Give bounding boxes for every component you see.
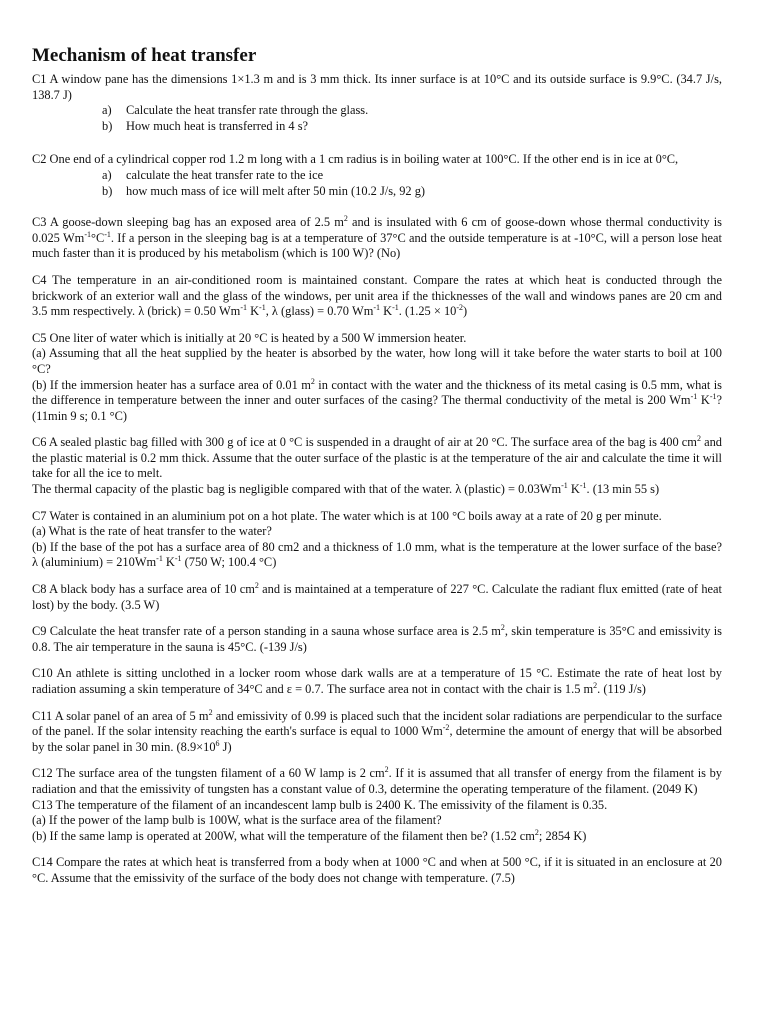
question-c1 xyxy=(32,72,722,134)
sub-question-b xyxy=(32,119,722,135)
sub-question-b xyxy=(32,184,722,200)
question-c9 xyxy=(32,624,722,655)
question-c14 xyxy=(32,855,722,886)
sub-text: calculate the heat transfer rate to the ice xyxy=(126,167,324,182)
sub-label: a) xyxy=(102,167,112,182)
question-c8 xyxy=(32,582,722,613)
question-text: C12 The surface area of the tungsten filament of a 60 W lamp is 2 $cm^2$. If it is assumed that all transfer of energy from the filament is by radiation and that the emissivity of tungsten has a constant value of 0.3, determine the operating temperature of the filament. (2049 K) xyxy=(32,765,722,796)
question-text: C8 A black body has a surface area of 10 $cm^2$ and is maintained at a temperature of 227 °C. Calculate the radiant flux emitted (rate of heat lost) by the body. (3.5 W) xyxy=(32,581,722,612)
question-line: (a) What is the rate of heat transfer to the water? xyxy=(32,524,272,539)
question-text: C6 A sealed plastic bag filled with 300 g of ice at 0 °C is suspended in a draught of air at 20 °C. The surface area of the bag is 400 $cm^2$ and the plastic material is 0.2 mm thick. Assume that the outer surface of the plastic is at the temperature of the air and calculate the time it will take for all the ice to melt. xyxy=(32,434,722,481)
question-line: C7 Water is contained in an aluminium pot on a hot plate. The water which is at 100 °C boils away at a rate of 20 g per minute. xyxy=(32,508,662,523)
question-text: C3 A goose-down sleeping bag has an exposed area of 2.5 $m^2$ and is insulated with 6 cm of goose-down whose thermal conductivity is 0.025 $Wm^{-1}^\circ C^{-1}$. If a person in the sleeping bag is at a temperature of 37°C and the outside temperature is at -10°C, will a person lose heat much faster than it is produced by his metabolism (which is 100 W)? (No) xyxy=(32,214,722,261)
question-c10 xyxy=(32,666,722,697)
question-line: (b) If the same lamp is operated at 200W, what will the temperature of the filament then be? (1.52 $cm^2$; 2854 K) xyxy=(32,827,587,843)
sub-label: b) xyxy=(102,118,113,133)
question-text: C10 An athlete is sitting unclothed in a locker room whose dark walls are at a temperature of 15 °C. Estimate the rate of heat lost by radiation assuming a skin temperature of 34°C and ε = 0.7. The surface area not in contact with the chair is 1.5 $m^2$. (119 J/s) xyxy=(32,666,722,696)
sub-question-a xyxy=(32,168,722,184)
page-title: Mechanism of heat transfer xyxy=(32,45,257,66)
sub-text: How much heat is transferred in 4 s? xyxy=(126,118,309,133)
question-text: C11 A solar panel of an area of 5 $m^2$ and emissivity of 0.99 is placed such that the incident solar radiations are perpendicular to the surface of the panel. If the solar intensity reaching the earth's surface is equal to 1000 $Wm^{-2}$, determine the amount of energy that will be absorbed by the solar panel in 30 min. ($8.9\times 10^6$ J) xyxy=(32,707,722,754)
question-c4 xyxy=(32,273,722,320)
question-text: C4 The temperature in an air-conditioned room is maintained constant. Compare the rates at which heat is conducted through the brickwork of an exterior wall and the glass of the windows, per unit area if the thicknesses of the wall and windows panes are 20 cm and 3.5 mm respectively. λ (brick) = 0.50 $Wm^{-1}$ $K^{-1}$, λ (glass) = 0.70 $Wm^{-1}$ $K^{-1}$. $(1.25 \times 10^{-2})$ xyxy=(32,272,722,319)
question-c11 xyxy=(32,709,722,756)
question-text: C14 Compare the rates at which heat is transferred from a body when at 1000 °C and when at 500 °C, if it is situated in an enclosure at 20 °C. Assume that the emissivity of the surface of the body does not change with temperature. (7.5) xyxy=(32,855,722,885)
question-text: C1 A window pane has the dimensions 1×1.3 m and is 3 mm thick. Its inner surface is at 10°C and its outside surface is 9.9°C. (34.7 J/s, 138.7 J) xyxy=(32,72,722,102)
question-c3 xyxy=(32,215,722,262)
question-c5 xyxy=(32,331,722,425)
question-line: (b) If the immersion heater has a surface area of 0.01 $m^2$ in contact with the water and the thickness of its metal casing is 0.5 mm, what is the difference in temperature between the inner and outer surfaces of the casing? The thermal conductivity of the metal is 200 $Wm^{-1}$ $K^{-1}$? (11min 9 s; 0.1 °C) xyxy=(32,376,723,423)
question-line: (b) If the base of the pot has a surface area of 80 cm2 and a thickness of 1.0 mm, what is the temperature at the lower surface of the base? λ (aluminium) = $210Wm^{-1}$ $K^{-1}$ (750 W; 100.4 °C) xyxy=(32,539,722,570)
question-line: (a) Assuming that all the heat supplied by the heater is absorbed by the water, how long will it take before the water starts to boil at 100 °C? xyxy=(32,346,722,376)
question-line: C5 One liter of water which is initially at 20 °C is heated by a 500 W immersion heater. xyxy=(32,330,467,345)
question-line: The thermal capacity of the plastic bag is negligible compared with that of the water. λ (plastic) = $0.03Wm^{-1}$ $K^{-1}$. (13 min 55 s) xyxy=(32,481,660,497)
question-text: C2 One end of a cylindrical copper rod 1.2 m long with a 1 cm radius is in boiling water at 100°C. If the other end is in ice at 0°C, xyxy=(32,152,679,167)
question-c6 xyxy=(32,435,722,497)
sub-label: b) xyxy=(102,183,113,198)
question-line: (a) If the power of the lamp bulb is 100W, what is the surface area of the filament? xyxy=(32,813,442,828)
question-c12-c13 xyxy=(32,766,722,844)
sub-label: a) xyxy=(102,103,112,118)
sub-question-a xyxy=(32,103,722,119)
question-c7 xyxy=(32,509,722,571)
question-text: C9 Calculate the heat transfer rate of a person standing in a sauna whose surface area is 2.5 $m^2$, skin temperature is 35°C and emissivity is 0.8. The air temperature in the sauna is 45°C. (-139 J/s) xyxy=(32,623,722,654)
sub-text: how much mass of ice will melt after 50 min (10.2 J/s, 92 g) xyxy=(126,183,426,198)
question-line: C13 The temperature of the filament of an incandescent lamp bulb is 2400 K. The emissivity of the filament is 0.35. xyxy=(32,797,608,812)
question-c2 xyxy=(32,152,722,199)
document-page xyxy=(32,44,722,898)
sub-text: Calculate the heat transfer rate through the glass. xyxy=(126,103,369,118)
